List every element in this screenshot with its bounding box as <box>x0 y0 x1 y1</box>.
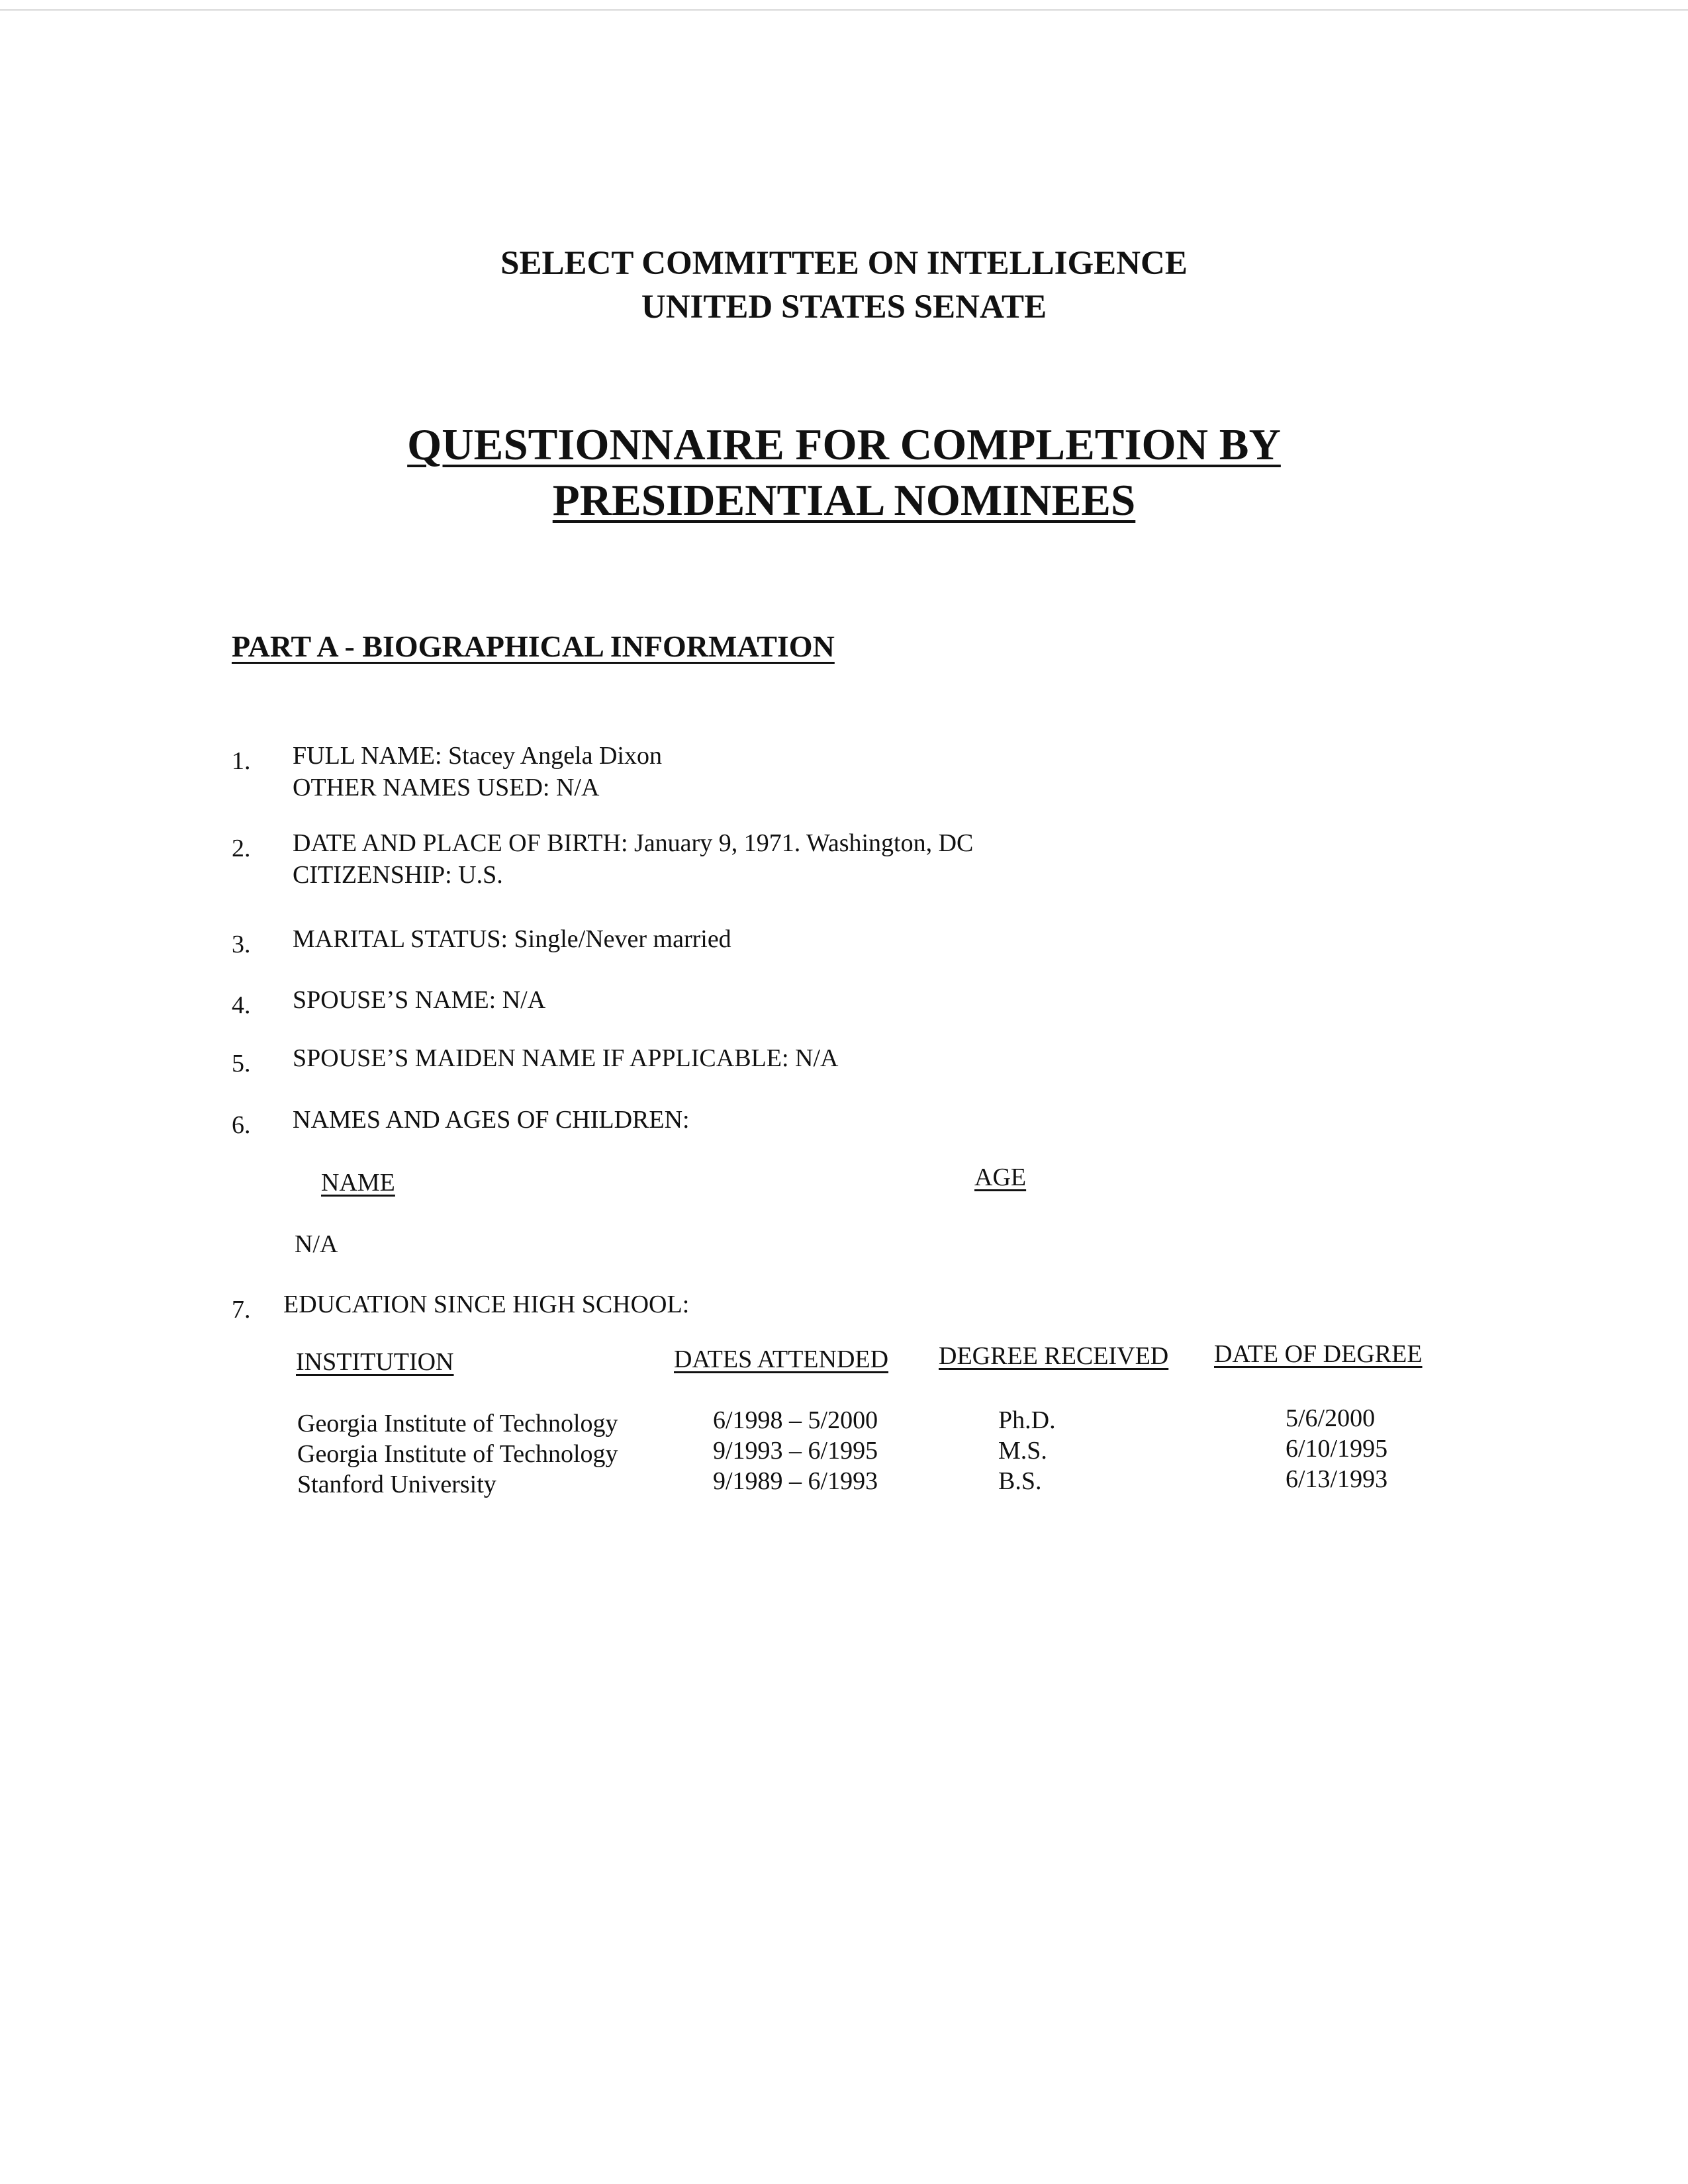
table-cell-date-of-degree: 5/6/2000 <box>1286 1404 1376 1432</box>
item-line: SPOUSE’S NAME: N/A <box>293 986 546 1014</box>
table-cell-degree: B.S. <box>998 1467 1042 1495</box>
committee-line-2: UNITED STATES SENATE <box>641 289 1047 326</box>
committee-line-1: SELECT COMMITTEE ON INTELLIGENCE <box>500 245 1188 282</box>
page-title <box>0 417 1688 528</box>
item-line: CITIZENSHIP: U.S. <box>293 861 503 889</box>
item-number: 4. <box>232 991 251 1019</box>
children-value: N/A <box>295 1230 338 1258</box>
children-name-header: NAME <box>321 1169 395 1197</box>
item-line: DATE AND PLACE OF BIRTH: January 9, 1971. Washington, DC <box>293 829 974 857</box>
table-cell-institution: Stanford University <box>297 1471 496 1498</box>
item-number: 3. <box>232 931 251 958</box>
table-cell-institution: Georgia Institute of Technology <box>297 1410 618 1437</box>
item-number: 1. <box>232 747 251 775</box>
item-number: 6. <box>232 1111 251 1139</box>
education-header-date-of-degree: DATE OF DEGREE <box>1214 1340 1423 1368</box>
title-line-2: PRESIDENTIAL NOMINEES <box>552 476 1136 525</box>
committee-heading <box>0 242 1688 329</box>
item-line: NAMES AND AGES OF CHILDREN: <box>293 1106 690 1134</box>
item-number: 5. <box>232 1050 251 1077</box>
title-line-1: QUESTIONNAIRE FOR COMPLETION BY <box>407 420 1281 469</box>
item-line: MARITAL STATUS: Single/Never married <box>293 925 731 953</box>
education-header-degree: DEGREE RECEIVED <box>939 1342 1169 1370</box>
children-age-header: AGE <box>974 1163 1027 1191</box>
table-cell-dates: 9/1989 – 6/1993 <box>713 1467 878 1495</box>
table-cell-date-of-degree: 6/10/1995 <box>1286 1435 1388 1463</box>
table-cell-degree: M.S. <box>998 1437 1047 1465</box>
item-line: EDUCATION SINCE HIGH SCHOOL: <box>283 1291 690 1318</box>
scan-edge-line <box>0 9 1688 11</box>
table-cell-institution: Georgia Institute of Technology <box>297 1440 618 1468</box>
item-line: SPOUSE’S MAIDEN NAME IF APPLICABLE: N/A <box>293 1044 839 1072</box>
item-line: FULL NAME: Stacey Angela Dixon <box>293 742 662 770</box>
item-line: OTHER NAMES USED: N/A <box>293 774 600 801</box>
education-header-dates: DATES ATTENDED <box>674 1345 889 1373</box>
table-cell-date-of-degree: 6/13/1993 <box>1286 1465 1388 1493</box>
table-cell-degree: Ph.D. <box>998 1406 1056 1434</box>
item-number: 7. <box>232 1296 251 1324</box>
education-header-institution: INSTITUTION <box>296 1348 454 1376</box>
table-cell-dates: 6/1998 – 5/2000 <box>713 1406 878 1434</box>
table-cell-dates: 9/1993 – 6/1995 <box>713 1437 878 1465</box>
item-number: 2. <box>232 835 251 862</box>
part-a-heading: PART A - BIOGRAPHICAL INFORMATION <box>232 629 835 663</box>
